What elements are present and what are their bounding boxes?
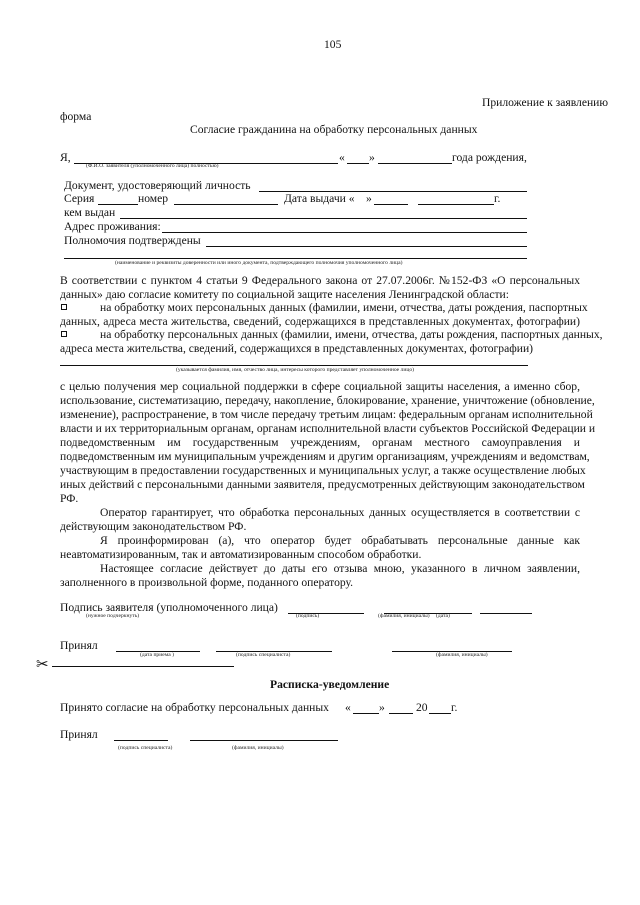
informed-line-1: Я проинформирован (а), что оператор будет обрабатывать персональные данные как — [100, 534, 580, 547]
cap-surname-initials-3: (фамилия, инициалы) — [232, 745, 284, 751]
birth-quote-open: « — [339, 151, 345, 164]
accepted-label: Принял — [60, 639, 98, 652]
issued-by-label: кем выдан — [64, 206, 116, 219]
receipt-quote-open: « — [345, 701, 351, 714]
purpose-line-1: с целью получения мер социальной поддержки в сфере социальной защиты населения, а именно сбор, — [60, 380, 580, 393]
form-label: форма — [60, 110, 92, 123]
purpose-line-5: подведомственным им государственным учреждениям, органам местного самоуправления и — [60, 436, 580, 449]
valid-line-1: Настоящее согласие действует до даты его отзыва мною, указанного в личном заявлении, — [100, 562, 580, 575]
powers-field[interactable] — [206, 246, 527, 247]
address-label: Адрес проживания: — [64, 220, 161, 233]
issue-year-suffix: г. — [494, 192, 501, 205]
purpose-line-2: использование, систематизацию, передачу, накопление, блокирование, хранение, уничтожение (обновление, — [60, 394, 595, 407]
person-caption: (указывается фамилия, имя, отчество лица, интересы которого представляет уполномоченное лицо) — [176, 367, 414, 373]
receipt-specialist-signature-field[interactable] — [114, 740, 168, 741]
series-label: Серия — [64, 192, 95, 205]
cap-specialist-signature-2: (подпись специалиста) — [118, 745, 173, 751]
appendix-label: Приложение к заявлению — [482, 96, 609, 109]
cap-signature: (подпись) — [296, 613, 320, 619]
signature-date-field[interactable] — [480, 613, 532, 614]
cap-surname-initials: (фамилия, инициалы) — [378, 613, 430, 619]
option-1-line-2: данных, адреса места жительства, сведений, содержащихся в представленных документах, фотографии) — [60, 315, 580, 328]
doc-label: Документ, удостоверяющий личность — [64, 179, 251, 192]
purpose-line-7: участвующим в предоставлении государственных и муниципальных услуг, а также осуществление любых — [60, 464, 586, 477]
informed-line-2: неавтоматизированным, так и автоматизированным способом обработки. — [60, 548, 422, 561]
receipt-prefix: Принято согласие на обработку персональных данных — [60, 701, 329, 714]
document-title: Согласие гражданина на обработку персональных данных — [190, 123, 478, 136]
purpose-last: РФ. — [60, 492, 79, 505]
accepted-label-2: Принял — [60, 728, 98, 741]
option-1-line-1: на обработку моих персональных данных (фамилии, имени, отчества, даты рождения, паспортных — [100, 301, 588, 314]
purpose-line-3: изменение), распространение, в том числе передачу третьим лицам: федеральным органам исполнительной — [60, 408, 593, 421]
number-field[interactable] — [174, 204, 278, 205]
birth-quote-close: » — [369, 151, 375, 164]
consent-line-1: В соответствии с пунктом 4 статьи 9 Федерального закона от 27.07.2006г. №152-ФЗ «О персональных — [60, 274, 580, 287]
valid-line-2: заполненного в произвольной форме, поданного оператору. — [60, 576, 354, 589]
ya-prefix: Я, — [60, 151, 71, 164]
birth-year-field[interactable] — [378, 163, 452, 164]
issue-quote-close: » — [366, 192, 372, 205]
purpose-line-6: подведомственным им муниципальным учреждениям и другим организациям, учреждениям и ведомствам, — [60, 450, 590, 463]
cap-specialist-signature: (подпись специалиста) — [236, 652, 291, 658]
birth-day-field[interactable] — [347, 163, 369, 164]
purpose-line-4: власти и их территориальным органам, органам исполнительной власти субъектов Российской Федерации и — [60, 422, 596, 435]
receipt-title: Расписка-уведомление — [270, 678, 390, 691]
receipt-month-field[interactable] — [389, 713, 413, 714]
consent-line-2: данных» даю согласие комитету по социальной защите населения Ленинградской области: — [60, 288, 509, 301]
receipt-specialist-name-field[interactable] — [190, 740, 338, 741]
receipt-day-field[interactable] — [353, 713, 379, 714]
receipt-quote-close: » — [379, 701, 385, 714]
receipt-year: 20 — [416, 701, 428, 714]
series-field[interactable] — [98, 204, 138, 205]
powers-field-2[interactable] — [64, 258, 527, 259]
operator-line-1: Оператор гарантирует, что обработка персональных данных осуществляется в соответствии с — [100, 506, 580, 519]
issue-label: Дата выдачи « — [284, 192, 355, 205]
address-field[interactable] — [162, 232, 527, 233]
fio-caption: (Ф.И.О. заявителя (уполномоченного лица) полностью) — [86, 163, 219, 169]
purpose-line-8: иных действий с персональными данными заявителя, предусмотренных действующим законодательством — [60, 478, 585, 491]
powers-caption: (наименование и реквизиты доверенности или иного документа, подтверждающего полномочия уполномоченного лица) — [115, 260, 403, 266]
issue-year-field[interactable] — [418, 204, 494, 205]
number-label: номер — [138, 192, 169, 205]
cap-date: (дата) — [436, 613, 450, 619]
receipt-year-field[interactable] — [429, 713, 451, 714]
cut-line — [52, 666, 234, 667]
issued-by-field[interactable] — [120, 218, 527, 219]
issue-month-field[interactable] — [374, 204, 408, 205]
option-2-line-2: адреса места жительства, сведений, содержащихся в представленных документах, фотографии) — [60, 342, 534, 355]
cap-surname-initials-2: (фамилия, инициалы) — [436, 652, 488, 658]
operator-line-2: действующим законодательством РФ. — [60, 520, 247, 533]
person-field[interactable] — [60, 365, 528, 366]
cap-underline: (нужное подчеркнуть) — [86, 613, 140, 619]
cap-acceptance-date: (дата приема ) — [140, 652, 174, 658]
receipt-year-suffix: г. — [451, 701, 458, 714]
page-number: 105 — [324, 38, 342, 51]
birth-suffix: года рождения, — [452, 151, 527, 164]
option-1-checkbox[interactable] — [61, 304, 67, 310]
option-2-checkbox[interactable] — [61, 331, 67, 337]
signature-label: Подпись заявителя (уполномоченного лица) — [60, 601, 278, 614]
powers-label: Полномочия подтверждены — [64, 234, 201, 247]
scissors-icon: ✂ — [36, 657, 49, 673]
option-2-line-1: на обработку персональных данных (фамилии, имени, отчества, даты рождения, паспортных данных, — [100, 328, 603, 341]
